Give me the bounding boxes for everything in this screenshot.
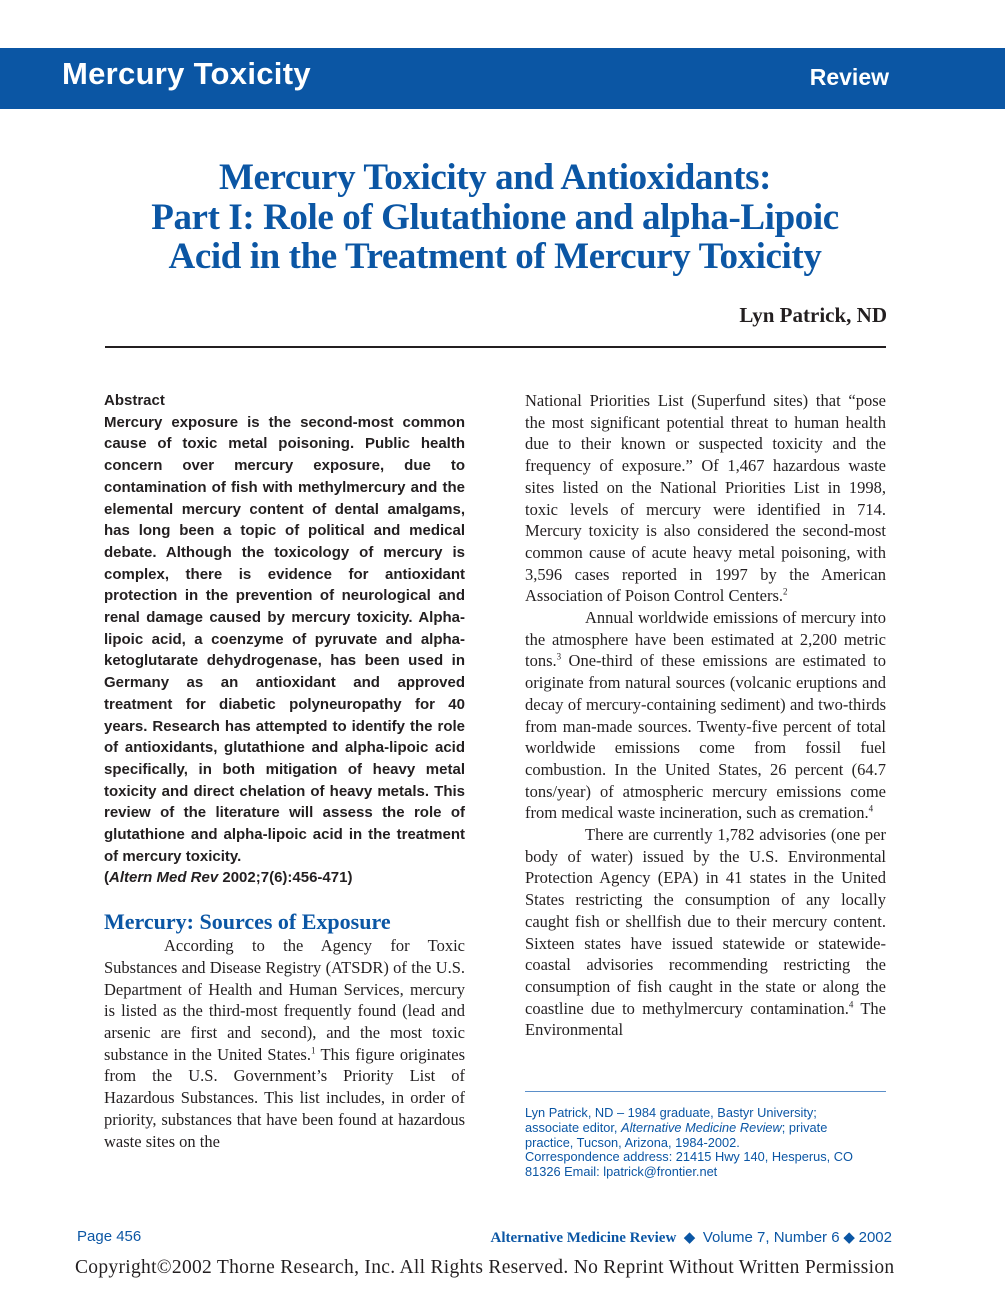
section-paragraph: According to the Agency for Toxic Substances and Disease Registry (ATSDR) of the U.S. Department of Health and Human Services, mercury is listed as the third-most frequently found (lead and arsenic are first and second), and the most toxic substance in the United States.$^1$ This figure originates from the U.S. Government’s Priority List of Hazardous Substances. This list includes, in order of priority, substances that have been found at hazardous waste sites on the [104,936,465,1151]
section-heading: Mercury: Sources of Exposure [104,909,391,935]
title-line-3: Acid in the Treatment of Mercury Toxicity [168,236,822,277]
citation-journal: Altern Med Rev [109,869,219,887]
diamond-icon: ◆ [683,1229,696,1246]
reference-superscript: 1 [310,1045,316,1056]
body-paragraph-2: Annual worldwide emissions of mercury into the atmosphere have been estimated at 2,200 metric tons.$^3$ One-third of these emissions are estimated to originate from natural sources (volcanic eruptions and decay of mercury-containing sediment) and two-thirds from man-made sources. Twenty-five percent of total worldwide emissions come from fossil fuel combustion. In the United States, 26 percent (64.7 tons/year) of atmospheric mercury emissions come from medical waste incineration, such as cremation.$^4$ [525,608,886,823]
article-title [80,158,910,277]
journal-footer [491,1228,893,1247]
abstract-body: Mercury exposure is the second-most common cause of toxic metal poisoning. Public health concern over mercury exposure, due to contamination of fish with methylmercury and the elemental mercury content of dental amalgams, has long been a topic of political and medical debate. Although the toxicology of mercury is complex, there is evidence for antioxidant protection in the prevention of neurological and renal damage caused by mercury toxicity. Alpha-lipoic acid, a coenzyme of pyruvate and alpha-ketoglutarate dehydrogenase, has been used in Germany as an antioxidant and approved treatment for diabetic polyneuropathy for 40 years. Research has attempted to identify the role of antioxidants, glutathione and alpha-lipoic acid specifically, in both mitigation of heavy metal toxicity and direct chelation of heavy metals. This review of the literature will assess the role of glutathione and alpha-lipoic acid in the treatment of mercury toxicity. [104,413,465,865]
body-paragraph-3: There are currently 1,782 advisories (one per body of water) issued by the U.S. Environmental Protection Agency (EPA) in 41 states in the United States restricting the consumption of any locally caught fish or shellfish due to their mercury content. Sixteen states have issued statewide or statewide-coastal advisories recommending restricting the consumption of fish caught in the state or along the coastline due to methylmercury contamination.$^4$ The Environmental [525,825,886,1040]
body-paragraph-1: National Priorities List (Superfund sites) that “pose the most significant potential threat to human health due to their known or suspected toxicity and the frequency of exposure.” Of 1,467 hazardous waste sites listed on the National Priorities List in 1998, toxic levels of mercury were identified in 714. Mercury toxicity is also considered the second-most common cause of acute heavy metal poisoning, with 3,596 cases reported in 1997 by the American Association of Poison Control Centers.$^2$ [525,391,886,606]
abstract-heading: Abstract [104,392,165,409]
diamond-icon: ◆ [843,1229,855,1246]
abstract-citation: (Altern Med Rev 2002;7(6):456-471) [104,869,353,887]
volume-label: Volume 7, Number 6 [702,1229,840,1246]
reference-superscript: 2 [783,586,788,597]
journal-name: Alternative Medicine Review [490,1230,677,1246]
reference-superscript: 3 [556,651,562,662]
author-byline: Lyn Patrick, ND [739,303,887,327]
running-head-title: Mercury Toxicity [62,56,311,91]
right-column [525,390,886,1041]
title-line-2: Part I: Role of Glutathione and alpha-Lipoic [151,196,839,238]
reference-superscript: 4 [848,999,854,1010]
page-number: Page 456 [77,1228,142,1245]
footnote-divider [525,1091,886,1092]
article-type-label: Review [809,64,889,90]
header-banner [0,48,1005,109]
title-line-1: Mercury Toxicity and Antioxidants: [218,157,772,198]
copyright-notice: Copyright©2002 Thorne Research, Inc. All Rights Reserved. No Reprint Without Written Permission [75,1257,895,1278]
title-divider [105,346,886,348]
left-column [104,390,465,1152]
author-footnote: Lyn Patrick, ND – 1984 graduate, Bastyr University; associate editor, Alternative Medicine Review; private practice, Tucson, Arizona, 1984-2002. Correspondence address: 21415 Hwy 140, Hesperus, CO 81326 Email: lpatrick@frontier.net [525,1105,853,1180]
reference-superscript: 4 [868,803,874,814]
year-label: 2002 [858,1229,892,1246]
